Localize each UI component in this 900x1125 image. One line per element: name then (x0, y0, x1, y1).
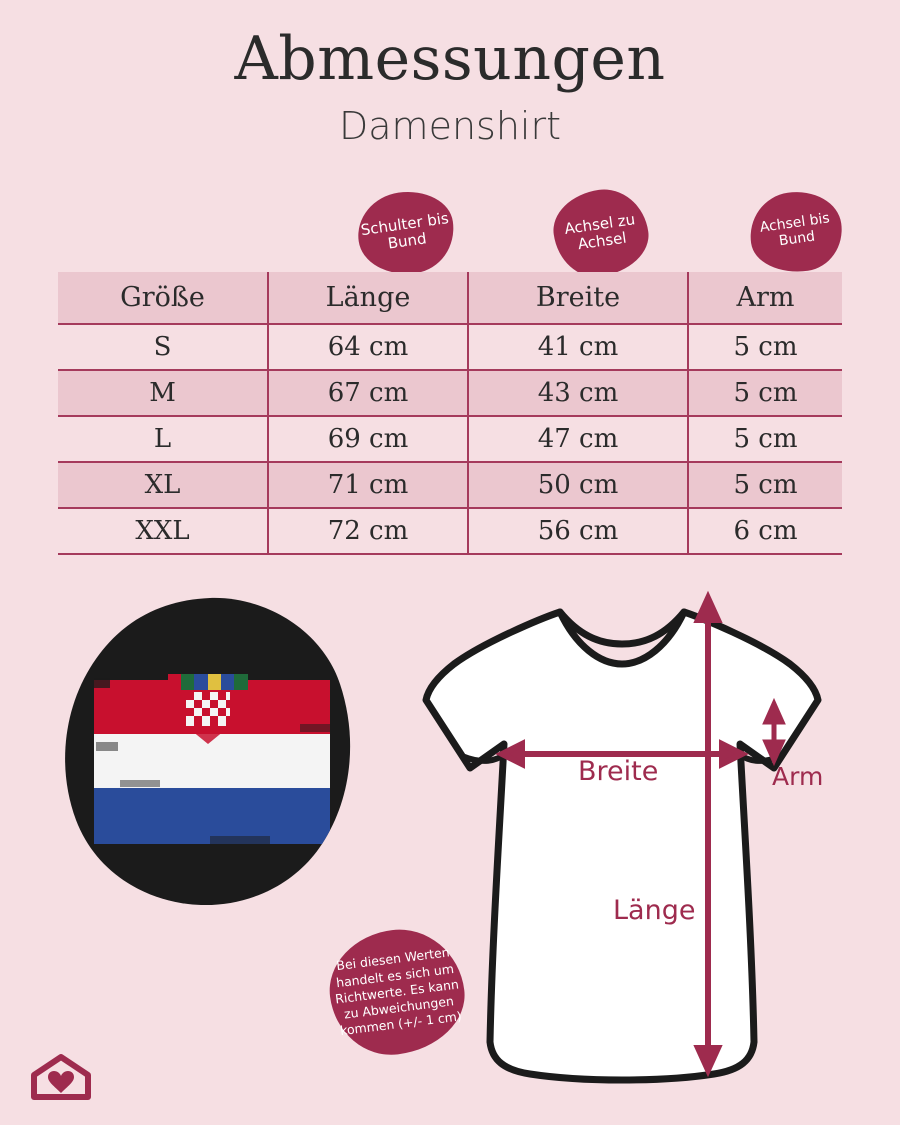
cell-width: 47 cm (468, 416, 688, 462)
column-header-width: Breite (468, 272, 688, 324)
table-row (58, 508, 842, 554)
cell-size: XXL (58, 508, 268, 554)
cell-size: XL (58, 462, 268, 508)
table-row (58, 370, 842, 416)
cell-sleeve: 5 cm (688, 370, 842, 416)
cell-width: 50 cm (468, 462, 688, 508)
label-laenge: Länge (613, 895, 696, 926)
table-header-row (58, 272, 842, 324)
cell-length: 69 cm (268, 416, 468, 462)
cell-length: 72 cm (268, 508, 468, 554)
table-row (58, 324, 842, 370)
cell-size: S (58, 324, 268, 370)
cell-sleeve: 5 cm (688, 324, 842, 370)
page-title: Abmessungen (234, 24, 666, 94)
cell-size: L (58, 416, 268, 462)
page-subtitle: Damenshirt (339, 104, 561, 148)
column-header-sleeve: Arm (688, 272, 842, 324)
brand-logo-icon (28, 1051, 94, 1103)
column-header-length: Länge (268, 272, 468, 324)
cell-width: 41 cm (468, 324, 688, 370)
cell-length: 64 cm (268, 324, 468, 370)
cell-sleeve: 5 cm (688, 416, 842, 462)
croatia-flag-icon (60, 592, 360, 912)
badge-shoulder-to-hem: Schulter bis Bund (353, 186, 459, 281)
cell-sleeve: 6 cm (688, 508, 842, 554)
cell-length: 71 cm (268, 462, 468, 508)
cell-width: 56 cm (468, 508, 688, 554)
table-row (58, 462, 842, 508)
size-table (58, 272, 842, 555)
cell-width: 43 cm (468, 370, 688, 416)
label-arm: Arm (772, 762, 824, 791)
cell-size: M (58, 370, 268, 416)
label-breite: Breite (578, 756, 659, 787)
cell-length: 67 cm (268, 370, 468, 416)
badge-tolerance-note: Bei diesen Werten handelt es sich um Richtwerte. Es kann zu Abweichungen kommen (+/- 1 cm) (323, 922, 471, 1061)
badge-sleeve-length: Achsel bis Bund (745, 186, 847, 278)
table-row (58, 416, 842, 462)
cell-sleeve: 5 cm (688, 462, 842, 508)
badge-pit-to-pit: Achsel zu Achsel (548, 184, 653, 282)
column-header-size: Größe (58, 272, 268, 324)
